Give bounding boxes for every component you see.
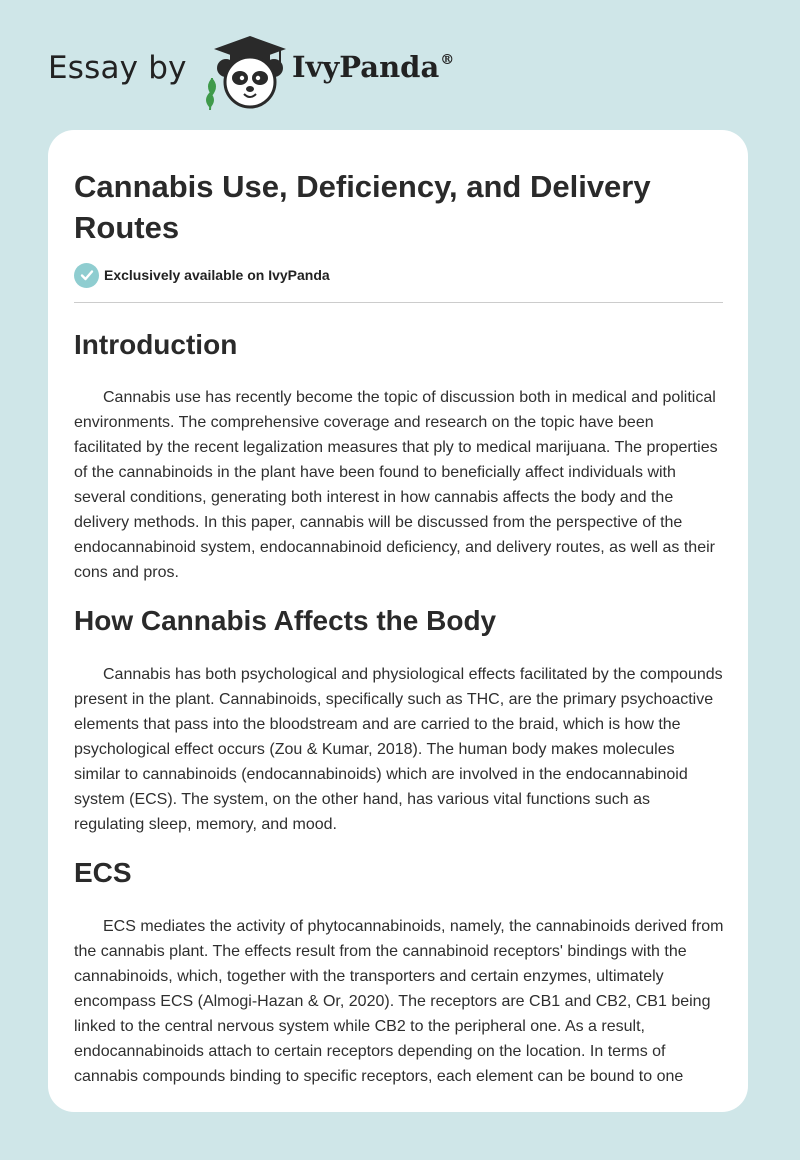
section-paragraph-ecs: ECS mediates the activity of phytocannabinoids, namely, the cannabinoids derived from the cannabis plant. The effects result from the cannabinoid receptors' bindings with the cannabinoids, which, together with the transporters and certain enzymes, ultimately encompass ECS (Almogi-Hazan & Or, 2020). The receptors are CB1 and CB2, CB1 being linked to the central nervous system while CB2 to the peripheral one. As a result, endocannabinoids attach to certain receptors depending on the location. In terms of cannabis compounds binding to specific receptors, each element can be bound to one [74, 918, 724, 1085]
registered-mark: ® [440, 52, 455, 68]
checkmark-icon [74, 263, 99, 288]
section-paragraph-how-cannabis-affects-body: Cannabis has both psychological and physiological effects facilitated by the compounds present in the plant. Cannabinoids, specifically such as THC, are the primary psychoactive elements that pass into the bloodstream and are carried to the braid, which is how the psychological effect occurs (Zou & Kumar, 2018). The human body makes molecules similar to cannabinoids (endocannabinoids) which are involved in the endocannabinoid system (ECS). The system, on the other hand, has various vital functions such as regulating sleep, memory, and mood. [74, 666, 723, 833]
section-heading-introduction: Introduction [74, 329, 238, 360]
divider [74, 302, 723, 303]
article-card [48, 130, 748, 1112]
article-title: Cannabis Use, Deficiency, and Delivery Routes [74, 169, 651, 245]
brand-name[interactable]: IvyPanda® [292, 50, 455, 84]
exclusive-badge [74, 262, 330, 288]
panda-logo-icon[interactable] [200, 34, 292, 110]
site-header [0, 0, 800, 130]
section-paragraph-introduction: Cannabis use has recently become the topic of discussion both in medical and political environments. The comprehensive coverage and research on the topic have been facilitated by the recent legalization measures that ply to medical marijuana. The properties of the cannabinoids in the plant have been found to beneficially affect individuals with several conditions, generating both interest in how cannabis affects the body and the delivery methods. In this paper, cannabis will be discussed from the perspective of the endocannabinoid system, endocannabinoid deficiency, and delivery routes, as well as their cons and pros. [74, 389, 718, 581]
badge-text: Exclusively available on IvyPanda [104, 267, 330, 283]
section-heading-how-cannabis-affects-body: How Cannabis Affects the Body [74, 605, 497, 636]
section-heading-ecs: ECS [74, 857, 132, 888]
essay-by-label: Essay by [48, 50, 187, 86]
